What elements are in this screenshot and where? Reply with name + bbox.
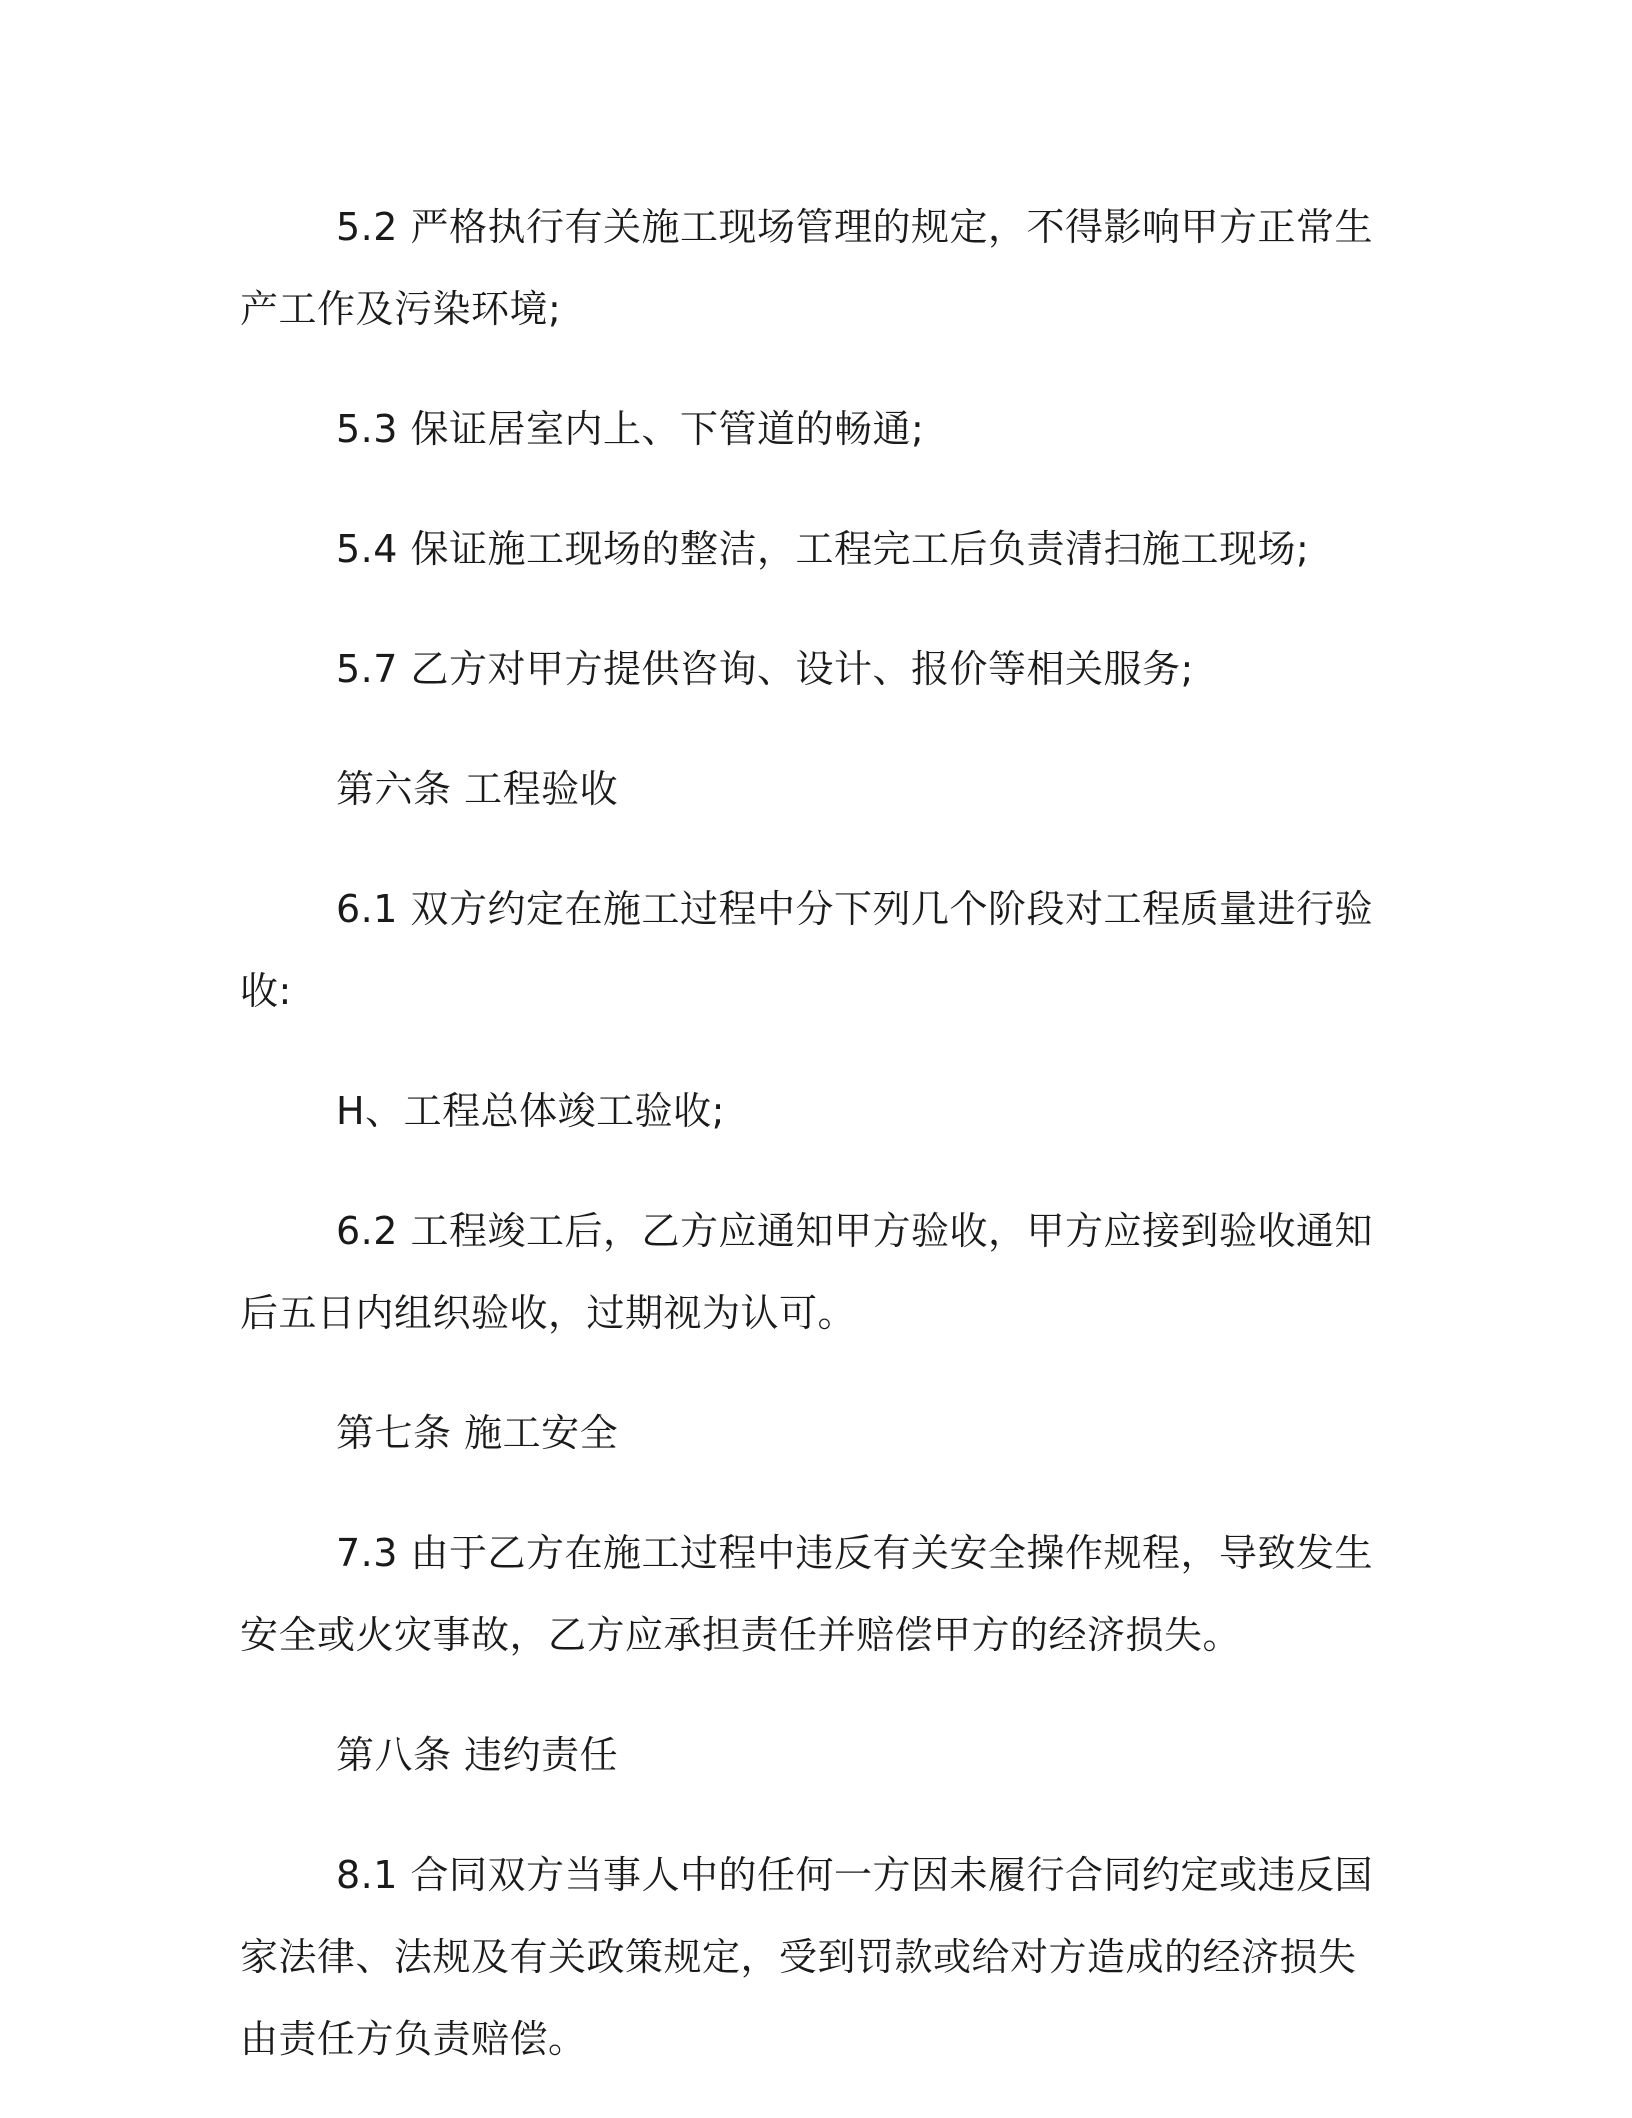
document-body <box>240 186 1380 2118</box>
clause-5-4: 5.4 保证施工现场的整洁，工程完工后负责清扫施工现场; <box>336 527 1310 571</box>
clause-h: H、工程总体竣工验收; <box>336 1089 725 1133</box>
clause-5-2: 5.2 严格执行有关施工现场管理的规定，不得影响甲方正常生产工作及污染环境; <box>240 205 1374 331</box>
clause-5-3: 5.3 保证居室内上、下管道的畅通; <box>336 407 925 451</box>
clause-7-3: 7.3 由于乙方在施工过程中违反有关安全操作规程，导致发生安全或火灾事故，乙方应承担责任并赔偿甲方的经济损失。 <box>240 1531 1374 1657</box>
clause-6-2: 6.2 工程竣工后，乙方应通知甲方验收，甲方应接到验收通知后五日内组织验收，过期视为认可。 <box>240 1209 1374 1335</box>
article-8-heading: 第八条 违约责任 <box>336 1733 619 1777</box>
clause-8-1: 8.1 合同双方当事人中的任何一方因未履行合同约定或违反国家法律、法规及有关政策规定，受到罚款或给对方造成的经济损失由责任方负责赔偿。 <box>240 1853 1374 2061</box>
clause-5-7: 5.7 乙方对甲方提供咨询、设计、报价等相关服务; <box>336 647 1194 691</box>
article-6-heading: 第六条 工程验收 <box>336 767 619 811</box>
clause-6-1: 6.1 双方约定在施工过程中分下列几个阶段对工程质量进行验收: <box>240 887 1374 1013</box>
article-7-heading: 第七条 施工安全 <box>336 1411 619 1455</box>
